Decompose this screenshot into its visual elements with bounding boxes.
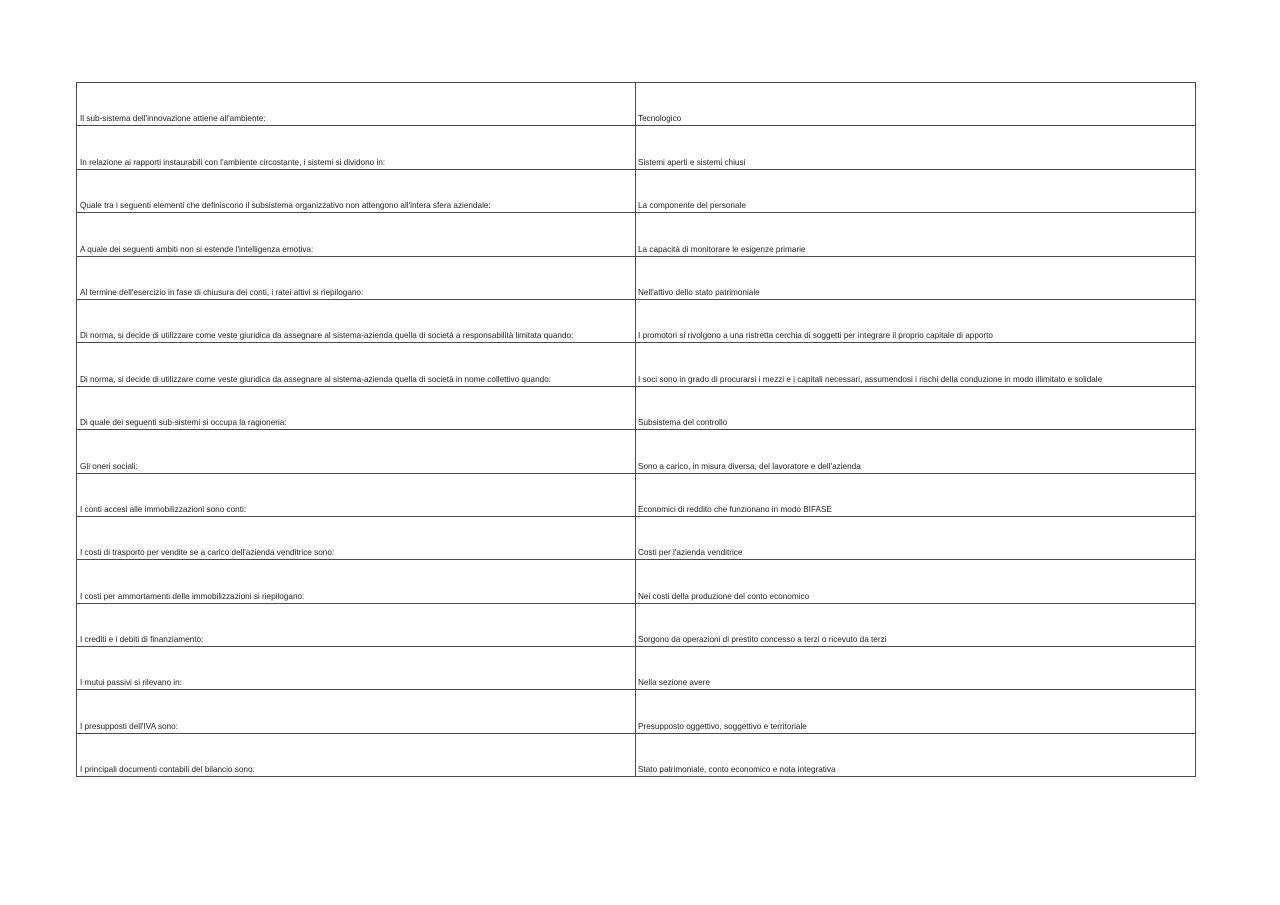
table-row	[77, 647, 1196, 690]
question-cell: I mutui passivi si rilevano in:	[77, 647, 636, 690]
answer-cell: Sistemi aperti e sistemi chiusi	[636, 126, 1196, 169]
answer-cell: Economici di reddito che funzionano in modo BIFASE	[636, 473, 1196, 516]
answer-cell: Tecnologico	[636, 83, 1196, 126]
answer-cell: Sorgono da operazioni di prestito concesso a terzi o ricevuto da terzi	[636, 603, 1196, 646]
question-cell: I costi per ammortamenti delle immobilizzazioni si riepilogano:	[77, 560, 636, 603]
question-cell: Di quale dei seguenti sub-sistemi si occupa la ragioneria:	[77, 386, 636, 429]
table-row	[77, 690, 1196, 733]
question-cell: Quale tra i seguenti elementi che definiscono il subsistema organizzativo non attengono all'intera sfera aziendale:	[77, 169, 636, 212]
answer-cell: Subsistema del controllo	[636, 386, 1196, 429]
table-row	[77, 126, 1196, 169]
table-row	[77, 256, 1196, 299]
answer-cell: Sono a carico, in misura diversa, del lavoratore e dell'azienda	[636, 430, 1196, 473]
question-cell: I conti accesi alle immobilizzazioni sono conti:	[77, 473, 636, 516]
table-row	[77, 516, 1196, 559]
answer-cell: Nell'attivo dello stato patrimoniale	[636, 256, 1196, 299]
table-row	[77, 733, 1196, 776]
table-row	[77, 473, 1196, 516]
table-row	[77, 299, 1196, 342]
question-cell: Al termine dell'esercizio in fase di chiusura dei conti, i ratei attivi si riepilogano:	[77, 256, 636, 299]
question-cell: Gli oneri sociali:	[77, 430, 636, 473]
answer-cell: La componente del personale	[636, 169, 1196, 212]
answer-cell: I soci sono in grado di procurarsi i mezzi e i capitali necessari, assumendosi i rischi della conduzione in modo illimitato e solidale	[636, 343, 1196, 386]
table-row	[77, 343, 1196, 386]
question-cell: Di norma, si decide di utilizzare come veste giuridica da assegnare al sistema-azienda quella di società in nome collettivo quando:	[77, 343, 636, 386]
question-cell: I presupposti dell'IVA sono:	[77, 690, 636, 733]
question-cell: A quale dei seguenti ambiti non si estende l'intelligenza emotiva:	[77, 213, 636, 256]
table-row	[77, 430, 1196, 473]
answer-cell: I promotori si rivolgono a una ristretta cerchia di soggetti per integrare il proprio capitale di apporto	[636, 299, 1196, 342]
answer-cell: La capacità di monitorare le esigenze primarie	[636, 213, 1196, 256]
table-row	[77, 83, 1196, 126]
answer-cell: Nella sezione avere	[636, 647, 1196, 690]
answer-cell: Nei costi della produzione del conto economico	[636, 560, 1196, 603]
table-row	[77, 169, 1196, 212]
table-row	[77, 386, 1196, 429]
table-row	[77, 213, 1196, 256]
question-cell: In relazione ai rapporti instaurabili con l'ambiente circostante, i sistemi si dividono in:	[77, 126, 636, 169]
answer-cell: Presupposto oggettivo, soggettivo e territoriale	[636, 690, 1196, 733]
question-cell: Il sub-sistema dell'innovazione attiene all'ambiente:	[77, 83, 636, 126]
question-cell: Di norma, si decide di utilizzare come veste giuridica da assegnare al sistema-azienda quella di società a responsabilità limitata quando:	[77, 299, 636, 342]
question-cell: I crediti e i debiti di finanziamento:	[77, 603, 636, 646]
answer-cell: Costi per l'azienda venditrice	[636, 516, 1196, 559]
question-cell: I principali documenti contabili del bilancio sono:	[77, 733, 636, 776]
question-cell: I costi di trasporto per vendite se a carico dell'azienda venditrice sono:	[77, 516, 636, 559]
table-row	[77, 603, 1196, 646]
table-row	[77, 560, 1196, 603]
answer-cell: Stato patrimoniale, conto economico e nota integrativa	[636, 733, 1196, 776]
question-answer-table	[76, 82, 1196, 777]
